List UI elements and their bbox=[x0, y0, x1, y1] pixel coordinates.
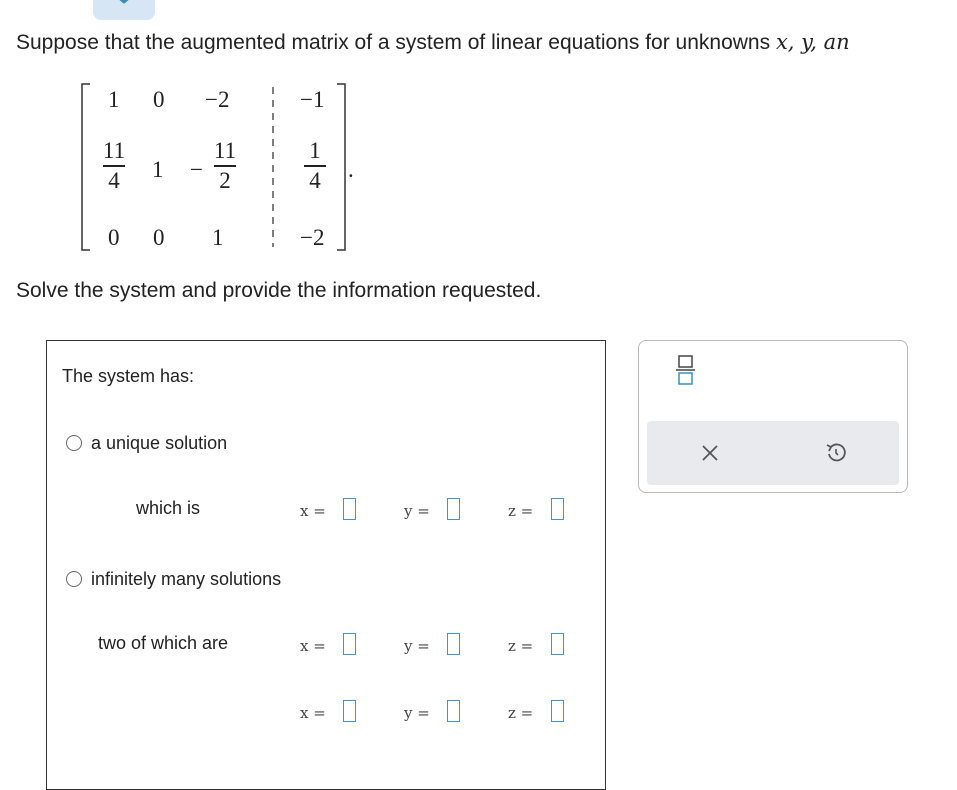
radio-infinite-solutions[interactable] bbox=[66, 571, 82, 587]
m-r3-c4: −2 bbox=[300, 225, 325, 250]
m-r2-c4: 1 4 bbox=[302, 138, 328, 194]
matrix-period: . bbox=[348, 157, 354, 182]
m-r1-c3: −2 bbox=[205, 87, 230, 112]
undo-icon[interactable] bbox=[825, 442, 847, 464]
tool-actions-bar bbox=[647, 421, 899, 485]
m-r1-c2: 0 bbox=[153, 87, 165, 112]
eq-x-label: x = bbox=[300, 637, 326, 655]
math-tools-palette bbox=[638, 340, 908, 493]
inf2-z-input[interactable] bbox=[551, 700, 564, 722]
m-r2-c3-sign: − bbox=[190, 157, 203, 182]
m-r3-c1: 0 bbox=[108, 225, 120, 250]
unique-y-input[interactable] bbox=[447, 498, 460, 520]
which-is-label: which is bbox=[136, 498, 201, 518]
question-text: Suppose that the augmented matrix of a system of linear equations for unknowns x, y, an bbox=[16, 30, 850, 54]
eq-x-label: x = bbox=[300, 502, 326, 520]
augmented-matrix bbox=[80, 82, 355, 254]
fraction-icon[interactable] bbox=[675, 355, 697, 385]
m-r2-c1: 11 4 bbox=[102, 138, 126, 193]
unique-x-input[interactable] bbox=[343, 498, 356, 520]
option-unique-label[interactable]: a unique solution bbox=[91, 433, 228, 453]
option-infinite-label[interactable]: infinitely many solutions bbox=[91, 569, 282, 589]
instruction-text: Solve the system and provide the information requested. bbox=[16, 279, 542, 302]
collapse-tab[interactable] bbox=[93, 0, 155, 20]
radio-unique-solution[interactable] bbox=[66, 435, 82, 451]
two-of-which-label: two of which are bbox=[98, 633, 229, 653]
unique-z-input[interactable] bbox=[551, 498, 564, 520]
m-r2-c2: 1 bbox=[152, 157, 164, 182]
answer-panel bbox=[46, 340, 606, 790]
inf1-z-input[interactable] bbox=[551, 633, 564, 655]
inf1-x-input[interactable] bbox=[343, 633, 356, 655]
m-r1-c4: −1 bbox=[300, 87, 325, 112]
eq-y-label: y = bbox=[404, 502, 430, 520]
m-r1-c1: 1 bbox=[108, 87, 120, 112]
eq-z-label: z = bbox=[508, 704, 534, 722]
prompt-label: The system has: bbox=[62, 366, 195, 386]
eq-x-label: x = bbox=[300, 704, 326, 722]
m-r3-c3: 1 bbox=[212, 225, 224, 250]
eq-z-label: z = bbox=[508, 637, 534, 655]
eq-y-label: y = bbox=[404, 704, 430, 722]
m-r3-c2: 0 bbox=[153, 225, 165, 250]
inf2-y-input[interactable] bbox=[447, 700, 460, 722]
eq-y-label: y = bbox=[404, 637, 430, 655]
chevron-down-icon bbox=[113, 0, 135, 6]
inf1-y-input[interactable] bbox=[447, 633, 460, 655]
inf2-x-input[interactable] bbox=[343, 700, 356, 722]
close-icon[interactable] bbox=[700, 443, 720, 463]
m-r2-c3: 11 2 bbox=[213, 138, 237, 193]
eq-z-label: z = bbox=[508, 502, 534, 520]
unknowns-list: x, y, an bbox=[775, 30, 850, 54]
